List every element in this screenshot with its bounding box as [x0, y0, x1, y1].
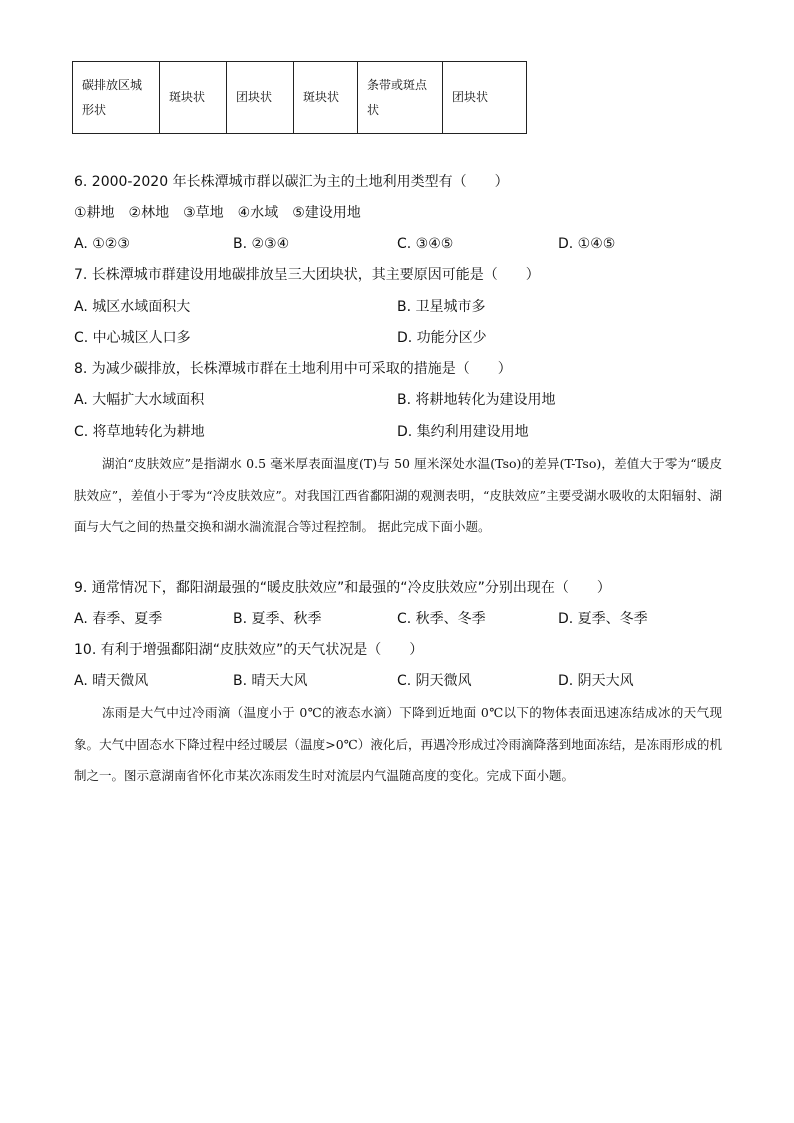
question-10-option-b[interactable]: B. 晴天大风 [233, 673, 308, 689]
question-10-option-d[interactable]: D. 阴天大风 [558, 673, 634, 689]
question-6-stem: 6. 2000-2020 年长株潭城市群以碳汇为主的土地利用类型有（ ） [74, 174, 509, 190]
question-9-option-a[interactable]: A. 春季、夏季 [74, 611, 163, 627]
table-cell: 斑块状 [294, 62, 358, 134]
question-8-option-d[interactable]: D. 集约利用建设用地 [397, 424, 529, 440]
question-7-option-d[interactable]: D. 功能分区少 [397, 330, 487, 346]
question-10-option-a[interactable]: A. 晴天微风 [74, 673, 149, 689]
question-6-option-b[interactable]: B. ②③④ [233, 236, 290, 252]
question-8-stem: 8. 为减少碳排放，长株潭城市群在土地利用中可采取的措施是（ ） [74, 361, 512, 377]
table-cell: 团块状 [443, 62, 527, 134]
table-cell: 条带或斑点状 [358, 62, 443, 134]
question-8-option-b[interactable]: B. 将耕地转化为建设用地 [397, 392, 556, 408]
carbon-emission-shape-table [72, 61, 527, 134]
table-row [73, 62, 527, 134]
question-8-option-a[interactable]: A. 大幅扩大水域面积 [74, 392, 205, 408]
question-7-option-c[interactable]: C. 中心城区人口多 [74, 330, 191, 346]
passage-freezing-rain: 冻雨是大气中过冷雨滴（温度小于 0℃的液态水滴）下降到近地面 0℃以下的物体表面迅速冻结成冰的天气现象。大气中固态水下降过程中经过暖层（温度>0℃）液化后，再遇冷形成过冷雨滴降落到地面冻结，是冻雨形成的机制之一。图示意湖南省怀化市某次冻雨发生时对流层内气温随高度的变化。完成下面小题。 [74, 705, 722, 783]
question-7-stem: 7. 长株潭城市群建设用地碳排放呈三大团块状，其主要原因可能是（ ） [74, 267, 540, 283]
table-cell: 碳排放区城形状 [73, 62, 160, 134]
table-cell: 团块状 [227, 62, 294, 134]
question-9-option-d[interactable]: D. 夏季、冬季 [558, 611, 648, 627]
question-10-stem: 10. 有利于增强鄱阳湖“皮肤效应”的天气状况是（ ） [74, 642, 424, 658]
question-7-option-a[interactable]: A. 城区水域面积大 [74, 299, 191, 315]
question-7-option-b[interactable]: B. 卫星城市多 [397, 299, 486, 315]
question-9-stem: 9. 通常情况下，鄱阳湖最强的“暖皮肤效应”和最强的“冷皮肤效应”分别出现在（ ） [74, 580, 611, 596]
question-9-option-b[interactable]: B. 夏季、秋季 [233, 611, 322, 627]
question-6-option-c[interactable]: C. ③④⑤ [397, 236, 454, 252]
question-9-option-c[interactable]: C. 秋季、冬季 [397, 611, 486, 627]
question-10-option-c[interactable]: C. 阴天微风 [397, 673, 472, 689]
question-6-items: ①耕地 ②林地 ③草地 ④水域 ⑤建设用地 [74, 205, 361, 221]
passage-skin-effect: 湖泊“皮肤效应”是指湖水 0.5 毫米厚表面温度(T)与 50 厘米深处水温(Tso)的差异(T-Tso)，差值大于零为“暖皮肤效应”，差值小于零为“冷皮肤效应”。对我国江西省鄱阳湖的观测表明，“皮肤效应”主要受湖水吸收的太阳辐射、湖面与大气之间的热量交换和湖水湍流混合等过程控制。 据此完成下面小题。 [74, 456, 722, 534]
question-8-option-c[interactable]: C. 将草地转化为耕地 [74, 424, 205, 440]
table-cell: 斑块状 [160, 62, 227, 134]
question-6-option-a[interactable]: A. ①②③ [74, 236, 130, 252]
question-6-option-d[interactable]: D. ①④⑤ [558, 236, 616, 252]
